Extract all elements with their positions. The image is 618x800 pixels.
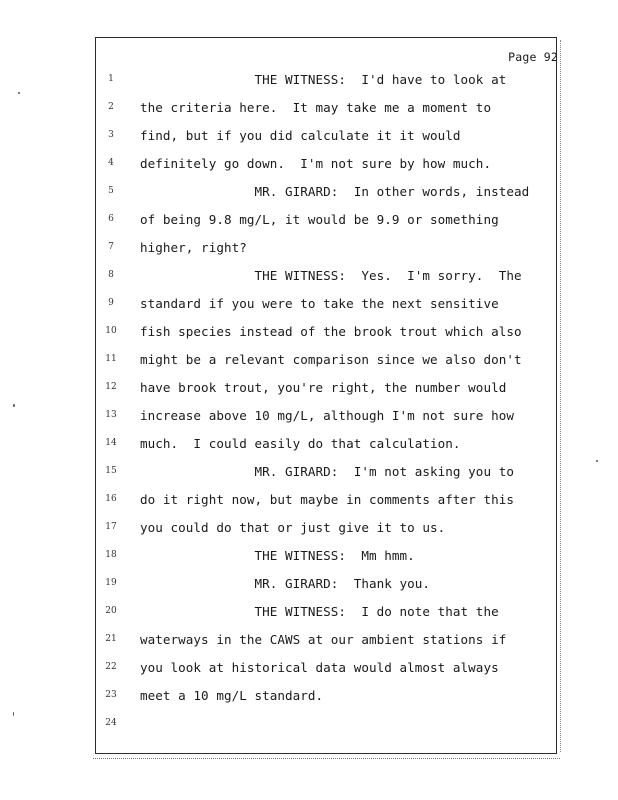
transcript-line: might be a relevant comparison since we also don't bbox=[140, 352, 522, 367]
line-number: 20 bbox=[105, 606, 117, 616]
scan-speck bbox=[13, 404, 15, 407]
transcript-line: MR. GIRARD: Thank you. bbox=[140, 576, 431, 591]
transcript-line: you could do that or just give it to us. bbox=[140, 520, 446, 535]
transcript-line: higher, right? bbox=[140, 240, 247, 255]
transcript-line: you look at historical data would almost always bbox=[140, 660, 499, 675]
scan-edge-artifact bbox=[560, 40, 564, 752]
transcript-line: find, but if you did calculate it it would bbox=[140, 128, 461, 143]
transcript-line: standard if you were to take the next sensitive bbox=[140, 296, 499, 311]
line-number: 23 bbox=[105, 690, 117, 700]
line-number: 22 bbox=[105, 662, 117, 672]
line-number: 4 bbox=[108, 158, 114, 168]
transcript-line: have brook trout, you're right, the number would bbox=[140, 380, 507, 395]
line-number: 10 bbox=[105, 326, 117, 336]
transcript-line: fish species instead of the brook trout which also bbox=[140, 324, 522, 339]
line-number: 6 bbox=[108, 214, 114, 224]
transcript-line: increase above 10 mg/L, although I'm not sure how bbox=[140, 408, 514, 423]
scan-speck bbox=[13, 712, 14, 716]
line-number: 1 bbox=[108, 74, 114, 84]
transcript-line: MR. GIRARD: In other words, instead bbox=[140, 184, 530, 199]
transcript-line: the criteria here. It may take me a moment to bbox=[140, 100, 492, 115]
line-number: 8 bbox=[108, 270, 114, 280]
transcript-line: much. I could easily do that calculation. bbox=[140, 436, 461, 451]
page-number: Page 92 bbox=[508, 50, 558, 64]
line-number: 14 bbox=[105, 438, 117, 448]
line-number: 16 bbox=[105, 494, 117, 504]
line-number: 24 bbox=[105, 718, 117, 728]
line-number: 19 bbox=[105, 578, 117, 588]
transcript-line: meet a 10 mg/L standard. bbox=[140, 688, 324, 703]
scan-speck bbox=[18, 92, 20, 94]
transcript-line: THE WITNESS: Yes. I'm sorry. The bbox=[140, 268, 522, 283]
transcript-line: of being 9.8 mg/L, it would be 9.9 or something bbox=[140, 212, 499, 227]
transcript-line: do it right now, but maybe in comments after this bbox=[140, 492, 514, 507]
line-number: 7 bbox=[108, 242, 114, 252]
line-number: 18 bbox=[105, 550, 117, 560]
transcript-line: THE WITNESS: I'd have to look at bbox=[140, 72, 507, 87]
transcript-line: THE WITNESS: I do note that the bbox=[140, 604, 499, 619]
line-number: 12 bbox=[105, 382, 117, 392]
line-number: 3 bbox=[108, 130, 114, 140]
transcript-line: MR. GIRARD: I'm not asking you to bbox=[140, 464, 514, 479]
line-number: 21 bbox=[105, 634, 117, 644]
scan-speck bbox=[596, 460, 598, 462]
line-number: 9 bbox=[108, 298, 114, 308]
line-number: 5 bbox=[108, 186, 114, 196]
line-number: 11 bbox=[105, 354, 117, 364]
transcript-line: waterways in the CAWS at our ambient stations if bbox=[140, 632, 507, 647]
line-number: 17 bbox=[105, 522, 117, 532]
transcript-line: THE WITNESS: Mm hmm. bbox=[140, 548, 415, 563]
line-number: 13 bbox=[105, 410, 117, 420]
transcript-line: definitely go down. I'm not sure by how much. bbox=[140, 156, 492, 171]
line-number: 2 bbox=[108, 102, 114, 112]
line-number: 15 bbox=[105, 466, 117, 476]
